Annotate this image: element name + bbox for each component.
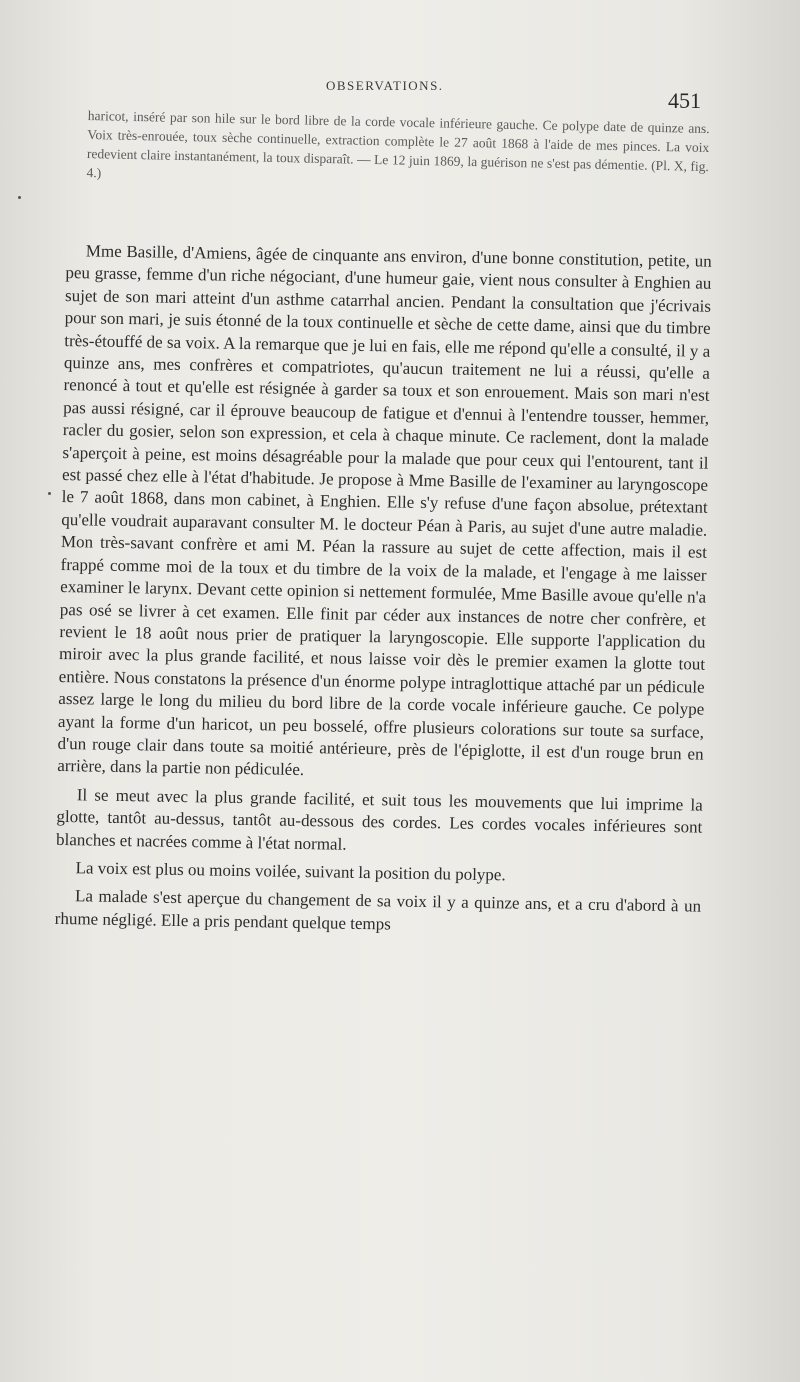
paragraph: La malade s'est aperçue du changement de sa voix il y a quinze ans, et a cru d'abord à un rhume négligé. Elle a pris pendant quelque temps [54,886,702,934]
paragraph: La voix est plus ou moins voilée, suivant la position du polype. [75,858,506,885]
observation-text [55,240,712,941]
case-summary-note [86,106,709,195]
running-title: OBSERVATIONS. [326,78,444,93]
paragraph: Mme Basille, d'Amiens, âgée de cinquante ans environ, d'une bonne constitution, petite, un peu grasse, femme d'un riche négociant, d'une humeur gaie, vient nous consulter à Enghien au sujet de son mari atteint d'un asthme catarrhal ancien. Pendant la consultation que j'écrivais pour son mari, je suis étonné de la toux continuelle et sèche de cette dame, ainsi que du timbre très-étouffé de sa voix. A la remarque que je lui en fais, elle me répond qu'elle a consulté, il y a quinze ans, mes confrères et compatriotes, qu'aucun traitement ne lui a réussi, qu'elle a renoncé à tout et qu'elle est résignée à garder sa toux et son enrouement. Mais son mari n'est pas aussi résigné, car il éprouve beaucoup de fatigue et d'ennui à l'entendre tousser, hemmer, racler du gosier, selon son expression, et cela à chaque minute. Ce raclement, dont la malade s'aperçoit à peine, est moins désagréable pour la malade que pour ceux qui l'entourent, tant il est passé chez elle à l'état d'habitude. Je propose à Mme Basille de l'examiner au laryngoscope le 7 août 1868, dans mon cabinet, à Enghien. Elle s'y refuse d'une façon absolue, prétextant qu'elle voudrait auparavant consulter M. le docteur Péan à Paris, au sujet d'une autre maladie. Mon très-savant confrère et ami M. Péan la rassure au sujet de cette affection, mais il est frappé comme moi de la toux et du timbre de la voix de la malade, et l'engage à me laisser examiner le larynx. Devant cette opinion si nettement formulée, Mme Basille avoue qu'elle n'a pas osé se livrer à cet examen. Elle finit par céder aux instances de notre cher confrère, et revient le 18 août nous prier de pratiquer la laryngoscopie. Elle supporte l'application du miroir avec la plus grande facilité, et nous laisse voir dès le premier examen la glotte tout entière. Nous constatons la présence d'un énorme polype intraglottique attaché par un pédicule assez large le long du milieu du bord libre de la corde vocale inférieure gauche. Ce polype ayant la forme d'un haricot, un peu bosselé, offre plusieurs colorations sur toute sa surface, d'un rouge clair dans toute sa moitié antérieure, près de l'épiglotte, il est d'un rouge brun en arrière, dans la partie non pédiculée. [57,241,712,780]
page-number: 451 [668,88,701,113]
paragraph: Il se meut avec la plus grande facilité, et suit tous les mouvements que lui imprime la glotte, tantôt au-dessus, tantôt au-dessous des cordes. Les cordes vocales inférieures sont blanches et nacrées comme à l'état normal. [55,785,703,854]
paper-speck [48,492,51,495]
note-text: haricot, inséré par son hile sur le bord libre de la corde vocale inférieure gauche. Ce polype date de quinze ans. Voix très-enrouée, toux sèche continuelle, extraction complète le 27 août 1868 à l'aide de mes pinces. La voix redevient claire instantanément, la toux disparaît. — Le 12 juin 1869, la guérison ne s'est pas démentie. (Pl. X, fig. 4.) [86,107,710,181]
paper-speck [18,196,21,199]
